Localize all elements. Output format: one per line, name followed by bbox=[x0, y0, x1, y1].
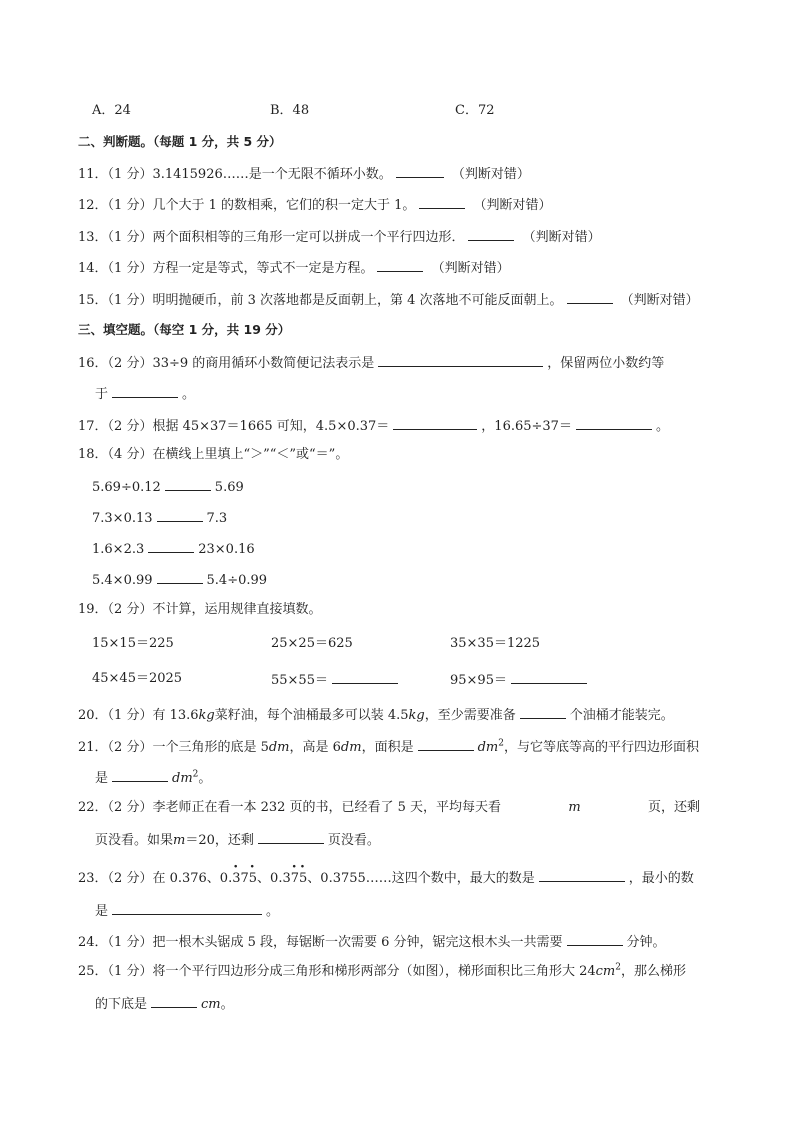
question-19: 19．（2 分）不计算，运用规律直接填数。 bbox=[78, 602, 322, 617]
q19-r2-3: 95×95＝ bbox=[450, 670, 591, 689]
question-23-cont: 是 。 bbox=[95, 901, 279, 920]
question-25: 25．（1 分）将一个平行四边形分成三角形和梯形两部分（如图），梯形面积比三角形大 $24cm^2$，那么梯形 bbox=[78, 962, 686, 979]
option-a: A．24 bbox=[92, 103, 131, 118]
question-18: 18．（4 分）在横线上里填上“＞”“＜”或“＝”。 bbox=[78, 447, 349, 462]
question-16-cont: 于 。 bbox=[95, 384, 195, 403]
question-13: 13．（1 分）两个面积相等的三角形一定可以拼成一个平行四边形． （判断对错） bbox=[78, 227, 601, 246]
option-b: B．48 bbox=[270, 103, 310, 118]
section-3-title: 三、填空题。（每空 1 分，共 19 分） bbox=[78, 322, 291, 337]
q19-r1-2: 25×25＝625 bbox=[271, 636, 353, 651]
question-23: 23．（2 分）在 0.376、0.· 37· 5、0.3· 7· 5、0.3755……这四个数中，最大的数是 ，最小的数 bbox=[78, 868, 694, 887]
question-12: 12．（1 分）几个大于 1 的数相乘，它们的积一定大于 1。 （判断对错） bbox=[78, 195, 552, 214]
question-11: 11．（1 分）3.1415926……是一个无限不循环小数。 （判断对错） bbox=[78, 164, 530, 183]
q19-r1-3: 35×35＝1225 bbox=[450, 636, 541, 651]
q18-item-2: 7.3×0.13 7.3 bbox=[92, 508, 227, 527]
q19-r2-1: 45×45＝2025 bbox=[92, 671, 183, 686]
q19-r1-1: 15×15＝225 bbox=[92, 636, 174, 651]
question-25-cont: 的下底是 cm。 bbox=[95, 994, 234, 1013]
question-21-cont: 是 $dm^2$。 bbox=[95, 769, 212, 786]
question-21: 21．（2 分）一个三角形的底是 5dm，高是 6dm，面积是 $dm^2$，与它等底等高的平行四边形面积 bbox=[78, 738, 699, 755]
section-2-title: 二、判断题。（每题 1 分，共 5 分） bbox=[78, 134, 282, 149]
q18-item-1: 5.69÷0.12 5.69 bbox=[92, 477, 244, 496]
question-22: 22．（2 分）李老师正在看一本 232 页的书，已经看了 5 天，平均每天看 m 页，还剩 bbox=[78, 800, 700, 815]
question-15: 15．（1 分）明明抛硬币，前 3 次落地都是反面朝上，第 4 次落地不可能反面朝上。 （判断对错） bbox=[78, 290, 699, 309]
option-c: C．72 bbox=[455, 103, 495, 118]
question-24: 24．（1 分）把一根木头锯成 5 段，每锯断一次需要 6 分钟，锯完这根木头一共需要 分钟。 bbox=[78, 932, 666, 951]
question-22-cont: 页没看。如果m＝20，还剩 页没看。 bbox=[95, 830, 380, 849]
question-17: 17．（2 分）根据 45×37＝1665 可知，4.5×0.37＝ ，16.65÷37＝ 。 bbox=[78, 416, 669, 435]
question-16: 16．（2 分）33÷9 的商用循环小数简便记法表示是 ，保留两位小数约等 bbox=[78, 353, 664, 372]
question-14: 14．（1 分）方程一定是等式，等式不一定是方程。 （判断对错） bbox=[78, 258, 510, 277]
q18-item-4: 5.4×0.99 5.4÷0.99 bbox=[92, 570, 267, 589]
q19-r2-2: 55×55＝ bbox=[271, 670, 402, 689]
question-20: 20．（1 分）有 13.6kg菜籽油，每个油桶最多可以装 4.5kg，至少需要准备 个油桶才能装完。 bbox=[78, 705, 674, 724]
q18-item-3: 1.6×2.3 23×0.16 bbox=[92, 539, 255, 558]
